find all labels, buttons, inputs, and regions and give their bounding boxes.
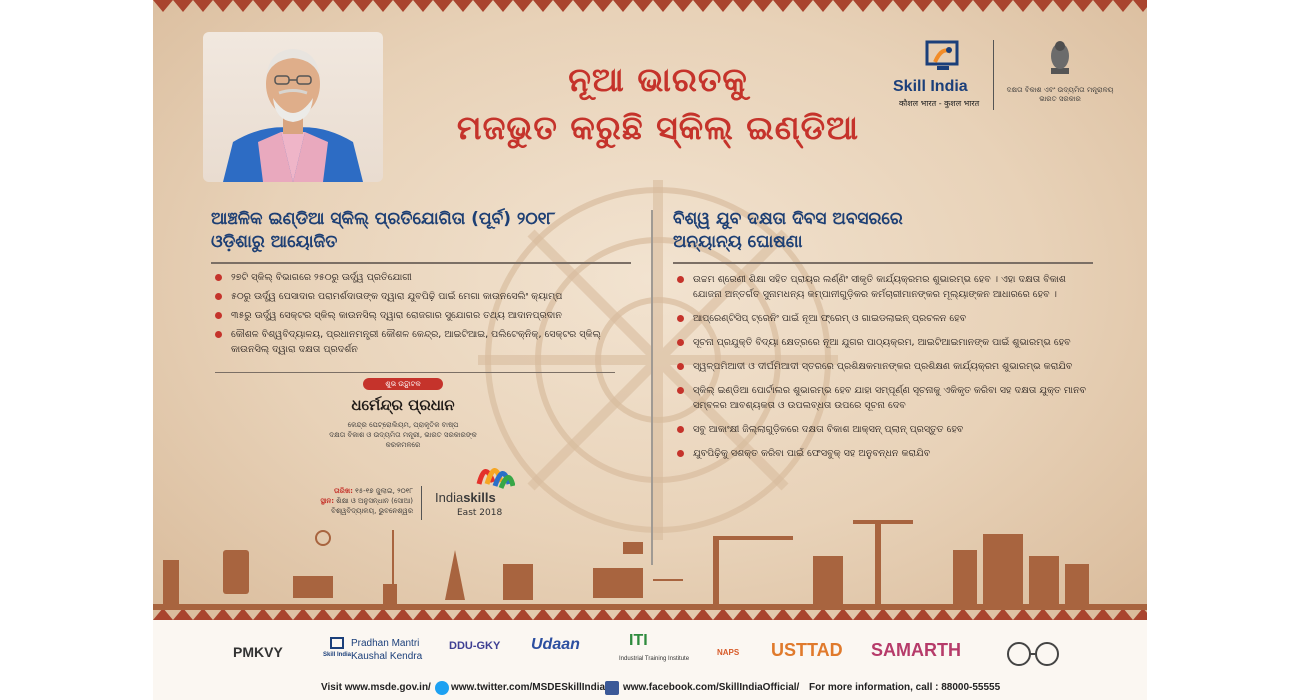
indiaskills-ribbon-icon xyxy=(475,454,515,494)
right-announcement-list xyxy=(677,272,1097,470)
contact-info: For more information, call : 88000-55555 xyxy=(809,682,1001,693)
ddu-gky-logo: DDU-GKY xyxy=(449,640,501,652)
pmkk-line-1: Pradhan Mantri xyxy=(351,638,420,649)
facebook-icon xyxy=(605,681,619,695)
ministry-name: ଦକ୍ଷତା ବିକାଶ ଏବଂ ଉଦ୍ୟମିତା ମନ୍ତ୍ରାଳୟ ଭାରତ ସରକାର xyxy=(1006,86,1114,103)
skill-india-logo-text: Skill India xyxy=(893,78,968,95)
left-heading-line-1: ଆଞ୍ଚଳିକ ଇଣ୍ଡିଆ ସ୍କିଲ୍ ପ୍ରତିଯୋଗିତା (ପୂର୍ବ) ୨୦୧୮ xyxy=(211,209,556,229)
udaan-logo: Udaan xyxy=(531,636,580,653)
pmkk-logo-icon xyxy=(329,636,345,652)
left-heading-underline xyxy=(211,262,631,264)
headline xyxy=(423,56,893,152)
indiaskills-east-label: East 2018 xyxy=(457,508,503,518)
bullet-icon xyxy=(677,276,684,283)
bullet-icon xyxy=(677,339,684,346)
venue-line-2: ବିଶ୍ୱବିଦ୍ୟାଳୟ, ଭୁବନେଶ୍ୱର xyxy=(331,507,413,515)
left-heading-line-2: ଓଡ଼ିଶାରୁ ଆୟୋଜିତ xyxy=(211,232,338,252)
list-item: ଆପ୍ରେଣ୍ଟିସିପ୍ ଟ୍ରେନିଂ ପାଇଁ ନୂଆ ଫ୍ରେମ୍ ଓ ଗାଇଡଲାଇନ୍ ପ୍ରଚଳନ ହେବ xyxy=(677,311,1097,326)
left-list-underline xyxy=(215,372,615,373)
venue-value: ଶିକ୍ଷା ଓ ଅନୁସନ୍ଧାନ (ସୋଆ) xyxy=(336,497,413,505)
list-item: ୫୦ରୁ ଊର୍ଦ୍ଧ୍ୱ ପେସାଦାର ପରାମର୍ଶଦାତାଙ୍କ ଦ୍ୱାରା ଯୁବପିଢ଼ି ପାଇଁ ମେଗା କାଉନସେଲିଂ କ୍ୟାମ୍ପ xyxy=(215,289,635,304)
pmkk-line-2: Kaushal Kendra xyxy=(351,651,423,662)
headline-line-1: ନୂଆ ଭାରତକୁ xyxy=(568,60,748,99)
twitter-icon xyxy=(435,681,449,695)
iti-subtitle: Industrial Training Institute xyxy=(619,656,690,662)
left-section-heading xyxy=(211,208,631,254)
partner-logos-strip xyxy=(153,622,1147,676)
bullet-icon xyxy=(215,274,222,281)
right-section-heading xyxy=(673,208,1093,254)
footer xyxy=(153,678,1147,700)
skills-skyline-illustration xyxy=(153,520,1147,610)
portrait-illustration xyxy=(203,32,383,182)
column-divider xyxy=(651,210,653,565)
list-item: ସ୍ୱଳ୍ପମିଆଦୀ ଓ ଦୀର୍ଘମିଆଦୀ ସ୍ତରରେ ପ୍ରଶିକ୍ଷକମାନଙ୍କର ପ୍ରଶିକ୍ଷଣ କାର୍ଯ୍ୟକ୍ରମ ଶୁଭାରମ୍ଭ କରାଯିବ xyxy=(677,359,1097,374)
event-separator xyxy=(421,486,422,520)
pmkvy-logo: PMKVY xyxy=(233,644,283,660)
list-item: ସ୍କିଲ୍ ଇଣ୍ଡିଆ ପୋର୍ଟାଲର ଶୁଭାରମ୍ଭ ହେବ ଯାହା ସମ୍ପୂର୍ଣ୍ଣ ସୂଚନାକୁ ଏକିକୃତ କରିବା ସହ ଦକ୍ଷତା ଯୁକ୍ତ ମାନବ ସମ୍ବଳର ଆବଶ୍ୟକତା ଓ ଉପଲବ୍ଧତା ଉପରେ ସୂଚନା ଦେବ xyxy=(677,383,1097,413)
top-zigzag-border xyxy=(153,0,1147,14)
bullet-icon xyxy=(677,450,684,457)
usttad-logo: USTTAD xyxy=(771,640,843,660)
chief-guest-designation: କେନ୍ଦ୍ର ପେଟ୍ରୋଲିୟମ, ପ୍ରାକୃତିକ ବାଷ୍ପ ଦକ୍ଷତା ବିକାଶ ଓ ଉଦ୍ୟମିତା ମନ୍ତ୍ରୀ, ଭାରତ ସରକାରଙ୍କ କରକମଳରେ xyxy=(329,421,477,449)
date-value: ୧୫-୧୭ ଜୁଲାଇ, ୨୦୧୮ xyxy=(355,487,413,495)
iti-logo: ITI xyxy=(629,632,648,649)
right-heading-underline xyxy=(673,262,1093,264)
bullet-icon xyxy=(677,426,684,433)
facebook-link[interactable]: www.facebook.com/SkillIndiaOfficial/ xyxy=(623,682,800,693)
leader-portrait xyxy=(203,32,383,182)
chief-guest-label: ଶୁଭ ଉଦ୍ଘାଟକ xyxy=(363,378,443,390)
list-item: ଯୁବପିଢ଼ିକୁ ସଶକ୍ତ କରିବା ପାଇଁ ଫେସବୁକ୍ ସହ ଅନୁବନ୍ଧନ କରାଯିବ xyxy=(677,446,1097,461)
skill-india-tagline: कौशल भारत - कुशल भारत xyxy=(899,99,980,108)
website-link[interactable]: Visit www.msde.gov.in/ xyxy=(321,682,431,693)
list-item: ସବୁ ଆକାଂକ୍ଷୀ ଜିଲ୍ଲାଗୁଡ଼ିକରେ ଦକ୍ଷତା ବିକାଶ ଆକ୍ସନ୍ ପ୍ଲାନ୍ ପ୍ରସ୍ତୁତ ହେବ xyxy=(677,422,1097,437)
indiaskills-logo-text: Indiaskills xyxy=(435,490,496,505)
swachh-bharat-glasses-icon xyxy=(1001,638,1067,668)
right-heading-line-1: ବିଶ୍ୱ ଯୁବ ଦକ୍ଷତା ଦିବସ ଅବସରରେ xyxy=(673,209,903,229)
skill-india-emblem-icon xyxy=(923,38,963,78)
bullet-icon xyxy=(677,387,684,394)
date-label: ତାରିଖ: xyxy=(333,487,353,495)
samarth-logo: SAMARTH xyxy=(871,640,961,660)
list-item: ୩୫ରୁ ଊର୍ଦ୍ଧ୍ୱ ସେକ୍ଟର ସ୍କିଲ୍ କାଉନସିଲ୍ ଦ୍ୱାରା ରୋଜଗାର ସୁଯୋଗର ତଥ୍ୟ ଆଦାନପ୍ରଦାନ xyxy=(215,308,635,323)
national-emblem-icon xyxy=(1045,38,1075,78)
bullet-icon xyxy=(677,315,684,322)
chief-guest-name: ଧର୍ମେନ୍ଦ୍ର ପ୍ରଧାନ xyxy=(351,396,455,414)
twitter-link[interactable]: www.twitter.com/MSDESkillIndia xyxy=(451,682,606,693)
bullet-icon xyxy=(215,293,222,300)
bullet-icon xyxy=(215,331,222,338)
list-item: ଉଚ୍ଚମ ଶ୍ରେଣୀ ଶିକ୍ଷା ସହିତ ପ୍ରାୟର ଲର୍ଣ୍ଣିଂ ସୀକୃତି କାର୍ଯ୍ୟକ୍ରମର ଶୁଭାରମ୍ଭ ହେବ । ଏହା ଦକ୍ଷତା ବିକାଶ ଯୋଜନା ଅନ୍ତର୍ଗତ ସୁନାମଧନ୍ୟ କମ୍ପାନୀଗୁଡ଼ିକର କର୍ମଚାରୀମାନଙ୍କର ମୂଲ୍ୟାଙ୍କନ ଆଧାରରେ ହେବ । xyxy=(677,272,1097,302)
bullet-icon xyxy=(677,363,684,370)
list-item: ୨୭ଟି ସ୍କିଲ୍ ବିଭାଗରେ ୨୫୦ରୁ ଊର୍ଦ୍ଧ୍ୱ ପ୍ରତିଯୋଗୀ xyxy=(215,270,635,285)
naps-logo: NAPS xyxy=(717,648,740,657)
poster xyxy=(153,0,1147,700)
bullet-icon xyxy=(215,312,222,319)
pmkk-skill-india: Skill India xyxy=(323,652,352,658)
venue-label: ସ୍ଥାନ: xyxy=(320,497,334,505)
event-info xyxy=(303,486,413,516)
right-heading-line-2: ଅନ୍ୟାନ୍ୟ ଘୋଷଣା xyxy=(673,232,803,252)
headline-line-2: ମଜଭୁତ କରୁଛି ସ୍କିଲ୍ ଇଣ୍ଡିଆ xyxy=(456,108,860,147)
list-item: କୌଶଳ ବିଶ୍ୱବିଦ୍ୟାଳୟ, ପ୍ରଧାନମନ୍ତ୍ରୀ କୌଶଳ କେନ୍ଦ୍ର, ଆଇଟିଆଇ, ପଲିଟେକ୍‌ନିକ୍, ସେକ୍ଟର ସ୍କିଲ୍ କାଉନସିଲ୍ ଦ୍ୱାରା ଦକ୍ଷତା ପ୍ରଦର୍ଶନ xyxy=(215,327,635,357)
left-announcement-list xyxy=(215,270,635,361)
logo-separator xyxy=(993,40,994,110)
logo-area xyxy=(893,36,1113,116)
list-item: ସୂଚନା ପ୍ରଯୁକ୍ତି ବିଦ୍ୟା କ୍ଷେତ୍ରରେ ନୂଆ ଯୁଗର ପାଠ୍ୟକ୍ରମ, ଆଇଟିଆଇମାନଙ୍କ ପାଇଁ ଶୁଭାରମ୍ଭ ହେବ xyxy=(677,335,1097,350)
